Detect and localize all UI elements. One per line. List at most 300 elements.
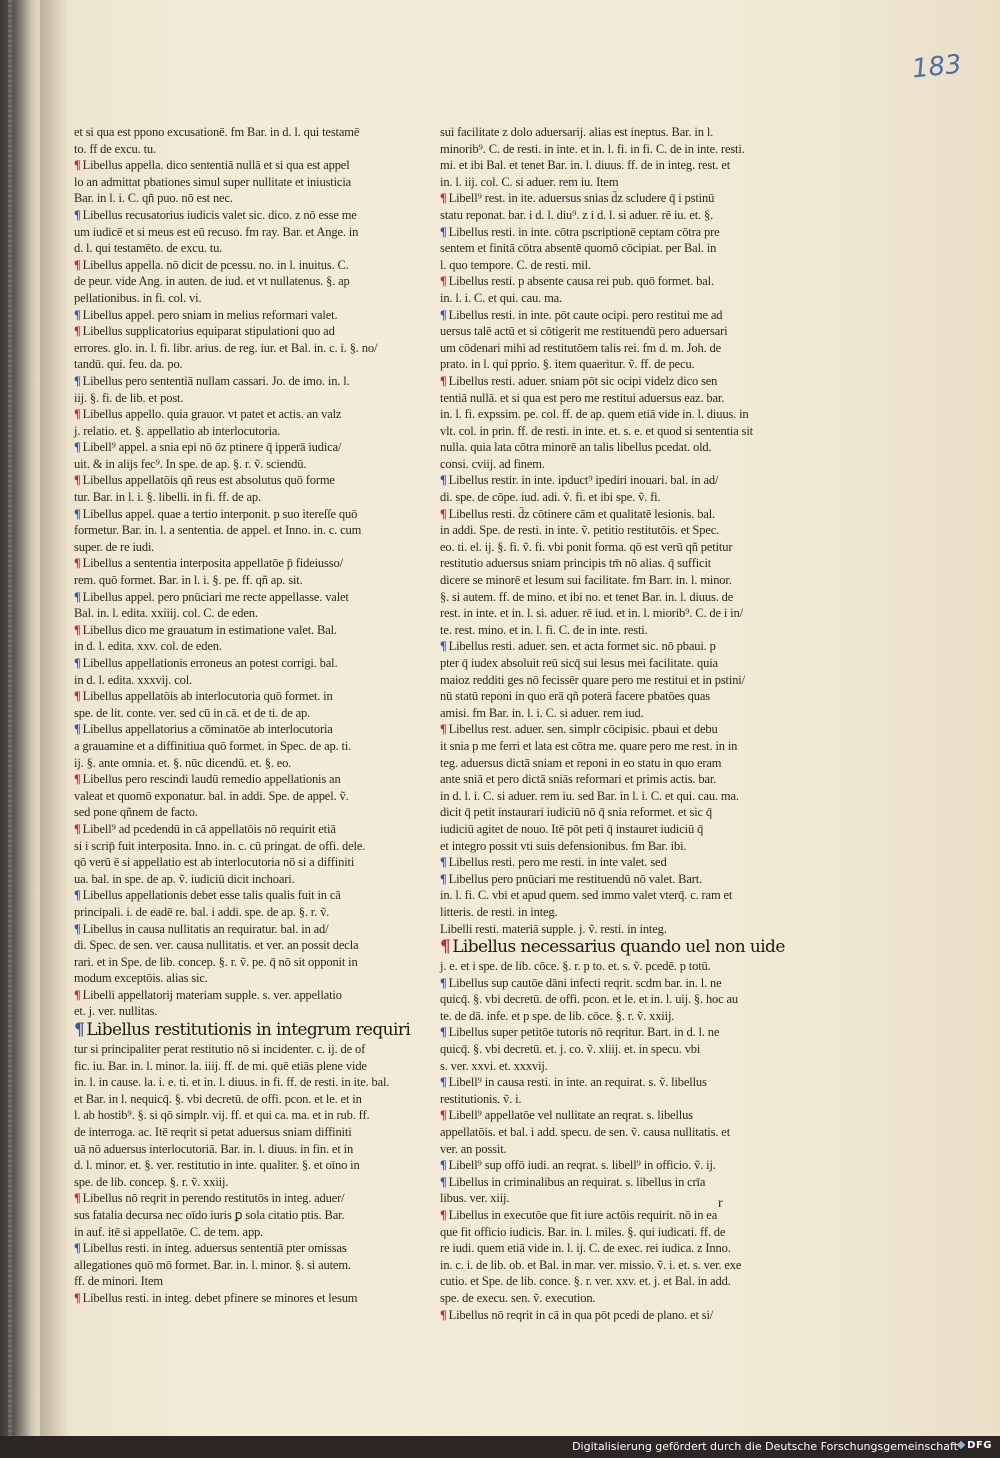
paragraph-mark-icon: ¶ xyxy=(74,722,81,737)
paragraph-mark-icon: ¶ xyxy=(74,1290,81,1305)
line-text: Libell⁹ sup offō iudi. an reqrat. s. libell⁹ in officio. ṽ. ij. xyxy=(448,1158,716,1173)
text-line xyxy=(440,390,746,407)
line-text: tentiā nullā. et si qua est pero me restitui aduersus eaz. bar. xyxy=(440,390,725,405)
paragraph-mark-icon: ¶ xyxy=(74,888,81,903)
text-line xyxy=(440,506,746,523)
text-line xyxy=(440,1141,746,1158)
line-text: in. l. in cause. la. i. e. ti. et in. l. diuus. in fi. ff. de resti. in ite. bal. xyxy=(74,1075,390,1090)
paragraph-mark-icon: ¶ xyxy=(74,1191,81,1206)
text-line xyxy=(74,788,382,805)
line-text: Libell⁹ appellatōe vel nullitate an reqrat. s. libellus xyxy=(448,1108,693,1123)
line-text: Libellus resti. p absente causa rei pub. quō formet. bal. xyxy=(448,274,714,289)
text-line xyxy=(74,705,382,722)
text-line xyxy=(74,307,382,324)
text-line xyxy=(440,1024,746,1041)
book-spine-edge xyxy=(0,0,40,1458)
text-line xyxy=(74,572,382,589)
line-text: et Bar. in l. nequicq̄. §. vbi decretū. de offi. pcon. et le. et in xyxy=(74,1091,362,1106)
text-line xyxy=(440,373,746,390)
paragraph-mark-icon: ¶ xyxy=(74,373,81,388)
text-line xyxy=(440,141,746,158)
line-text: Libellus resti. d̄z cōtinere cām et qualitatē lesionis. bal. xyxy=(448,506,716,521)
paragraph-mark-icon: ¶ xyxy=(74,324,81,339)
line-text: Libellus resti. in integ. debet pfinere se minores et lesum xyxy=(82,1290,358,1305)
line-text: nulla. quia lata cōtra minorē an talis libellus pcedat. old. xyxy=(440,440,712,455)
text-line xyxy=(440,655,746,672)
text-line xyxy=(74,1273,382,1290)
line-text: de interroga. ac. Itē reqrit si petat aduersus sniam diffiniti xyxy=(74,1125,352,1140)
line-text: dicit q̄ petit instaurari iudiciū nō q̄ snia reformet. et sic q̄ xyxy=(440,805,713,820)
text-line xyxy=(440,157,746,174)
line-text: Libelli appellatorij materiam supple. s. ver. appellatio xyxy=(82,987,342,1002)
text-line xyxy=(440,921,746,938)
text-line xyxy=(440,904,746,921)
text-line xyxy=(440,1240,746,1257)
text-line xyxy=(74,257,382,274)
section-heading xyxy=(440,937,785,958)
line-text: ua. bal. in spe. de ap. ṽ. iudiciū dicit inchoari. xyxy=(74,871,295,886)
line-text: Libellus rest. aduer. sen. simplr cōcipisic. pbaui et debu xyxy=(448,722,718,737)
line-text: l. quo tempore. C. de resti. mil. xyxy=(440,257,591,272)
text-line xyxy=(74,1124,382,1141)
line-text: Libellus pero sententiā nullam cassari. Jo. de imo. in. l. xyxy=(82,373,350,388)
line-text: l. ab hostib⁹. §. si qō simplr. vij. ff. et qui ca. ma. et in rub. ff. xyxy=(74,1108,370,1123)
line-text: Bar. in l. i. C. qñ puo. nō est nec. xyxy=(74,191,233,206)
paragraph-mark-icon: ¶ xyxy=(440,224,447,239)
text-line xyxy=(440,1273,746,1290)
line-text: allegationes quō mō formet. Bar. in. l. minor. §. si autem. xyxy=(74,1257,351,1272)
paragraph-mark-icon: ¶ xyxy=(74,506,81,521)
paragraph-mark-icon: ¶ xyxy=(74,407,81,422)
paragraph-mark-icon: ¶ xyxy=(440,722,447,737)
paragraph-mark-icon: ¶ xyxy=(74,987,81,1002)
paragraph-mark-icon: ¶ xyxy=(440,307,447,322)
line-text: vlt. col. in prin. ff. de resti. in inte. et. s. e. et quod si sententia sit xyxy=(440,423,753,438)
line-text: tur si principaliter perat restitutio nō si incidenter. c. ij. de of xyxy=(74,1042,366,1057)
text-line xyxy=(74,340,382,357)
dfg-logo: DFG xyxy=(958,1440,992,1451)
paragraph-mark-icon: ¶ xyxy=(440,1025,447,1040)
line-text: et si qua est ppono excusationē. fm Bar. in d. l. qui testamē xyxy=(74,125,360,139)
line-text: Libellus pero rescindi laudū remedio appellationis an xyxy=(82,772,341,787)
text-line xyxy=(440,1058,746,1075)
line-text: iij. §. fi. de lib. et post. xyxy=(74,390,184,405)
text-line xyxy=(440,738,746,755)
text-line xyxy=(74,854,382,871)
text-line xyxy=(74,240,382,257)
text-line xyxy=(74,406,382,423)
text-line xyxy=(440,1207,746,1224)
line-text: spe. de lib. concep. §. r. ṽ. xxiij. xyxy=(74,1174,229,1189)
paragraph-mark-icon: ¶ xyxy=(74,821,81,836)
line-text: nū statū reponi in quo erā qñ poterā facere pbatōes quas xyxy=(440,689,710,704)
text-line xyxy=(440,854,746,871)
line-text: Libellus a sententia interposita appellatōe p̄ fideiusso/ xyxy=(82,556,343,571)
line-text: in. c. i. de lib. ob. et Bal. in mar. ver. missio. ṽ. i. et. s. ver. exe xyxy=(440,1257,742,1272)
line-text: um iudicē et si meus est eū recuso. fm ray. Bar. et Ange. in xyxy=(74,224,359,239)
line-text: pellationibus. in fi. col. vi. xyxy=(74,290,202,305)
line-text: §. si autem. ff. de mino. et ibi no. et tenet Bar. in. l. diuus. de xyxy=(440,589,734,604)
paragraph-mark-icon: ¶ xyxy=(440,191,447,206)
line-text: Libellus in criminalibus an requirat. s. libellus in crīa xyxy=(448,1174,706,1189)
text-line xyxy=(440,307,746,324)
paragraph-mark-icon: ¶ xyxy=(74,1020,85,1041)
text-line xyxy=(440,174,746,191)
text-line xyxy=(74,970,382,987)
text-line xyxy=(74,622,382,639)
paragraph-mark-icon: ¶ xyxy=(440,1158,447,1173)
text-line xyxy=(74,290,382,307)
text-line xyxy=(74,1207,382,1224)
line-text: sed pone qñnem de facto. xyxy=(74,805,198,820)
text-line xyxy=(74,1074,390,1091)
text-line xyxy=(440,1124,746,1141)
text-line xyxy=(440,1008,746,1025)
text-line xyxy=(74,323,382,340)
text-line xyxy=(440,638,746,655)
text-line xyxy=(74,804,382,821)
text-line xyxy=(440,406,749,423)
line-text: appellatōis. et bal. i add. specu. de sen. ṽ. causa nullitatis. et xyxy=(440,1125,731,1140)
text-line xyxy=(74,190,382,207)
text-line xyxy=(440,240,746,257)
text-line xyxy=(74,688,382,705)
text-line xyxy=(440,1307,746,1324)
line-text: que fit officio iudicis. Bar. in. l. miles. §. qui iudicati. ff. de xyxy=(440,1224,726,1239)
line-text: uit. & in alijs fec⁹. In spe. de ap. §. r. ṽ. sciendū. xyxy=(74,456,307,471)
line-text: a grauamine et a diffinitiua quō formet. in Spec. de ap. ti. xyxy=(74,738,352,753)
text-line xyxy=(74,174,382,191)
line-text: re iudi. quem etiā vide in. l. ij. C. de exec. rei iudica. z Inno. xyxy=(440,1241,731,1256)
line-text: minorib⁹. C. de resti. in inte. et in. l. fi. in fi. C. de in inte. resti. xyxy=(440,141,745,156)
paragraph-mark-icon: ¶ xyxy=(74,207,81,222)
line-text: Libell⁹ appel. a snia epi nō ōz ptinere q̄ ipperā iudica/ xyxy=(82,440,342,455)
text-line xyxy=(74,871,382,888)
line-text: Libellus pero pnūciari me restituendū nō valet. Bart. xyxy=(448,871,703,886)
line-text: in d. l. edita. xxxvij. col. xyxy=(74,672,193,687)
line-text: dicere se minorē et lesum sui facilitate. fm Barr. in. l. minor. xyxy=(440,573,732,588)
text-line xyxy=(440,688,746,705)
footer-credit: Digitalisierung gefördert durch die Deutsche Forschungsgemeinschaft xyxy=(572,1440,958,1453)
line-text: ver. an possit. xyxy=(440,1141,507,1156)
line-text: Libellus restitutionis in integrum requiri xyxy=(86,1020,411,1041)
line-text: in addi. Spe. de resti. in inte. ṽ. petitio restitutōis. et Spec. xyxy=(440,523,720,538)
line-text: pter q̄ iudex absoluit reū sicq̄ sui lesus mei facilitate. quia xyxy=(440,656,718,670)
line-text: ij. §. ante omnia. et. §. nūc dicendū. et. §. eo. xyxy=(74,755,292,770)
paragraph-mark-icon: ¶ xyxy=(74,257,81,272)
text-line xyxy=(440,207,746,224)
text-line xyxy=(440,958,746,975)
text-line xyxy=(74,472,382,489)
text-line xyxy=(440,1290,746,1307)
left-text-column xyxy=(74,124,411,1307)
line-text: Libellus appellatorius a cōminatōe ab interlocutoria xyxy=(82,722,333,737)
text-line xyxy=(74,838,382,855)
text-line xyxy=(440,356,746,373)
line-text: Libellus sup cautōe dāni infecti reqrit. scdm bar. in. l. ne xyxy=(448,975,722,990)
line-text: litteris. de resti. in integ. xyxy=(440,904,558,919)
line-text: tandū. qui. feu. da. po. xyxy=(74,357,183,372)
paragraph-mark-icon: ¶ xyxy=(74,556,81,571)
line-text: in d. l. edita. xxv. col. de eden. xyxy=(74,639,222,654)
text-line xyxy=(74,1091,382,1108)
text-line xyxy=(440,838,746,855)
text-line xyxy=(440,887,746,904)
text-line xyxy=(74,1190,382,1207)
text-line xyxy=(74,1003,382,1020)
text-line xyxy=(440,340,746,357)
paragraph-mark-icon: ¶ xyxy=(440,1174,447,1189)
line-text: in auf. itē si appellatōe. C. de tem. app. xyxy=(74,1224,264,1239)
paragraph-mark-icon: ¶ xyxy=(440,1108,447,1123)
section-heading xyxy=(74,1020,411,1041)
paragraph-mark-icon: ¶ xyxy=(440,473,447,488)
text-line xyxy=(74,356,382,373)
line-text: sentem et finitā cōtra absentē quomō cōcipiat. per Bal. in xyxy=(440,241,717,256)
text-line xyxy=(74,273,382,290)
text-line xyxy=(440,622,746,639)
text-line xyxy=(74,390,382,407)
text-line xyxy=(74,954,382,971)
text-line xyxy=(74,771,382,788)
paragraph-mark-icon: ¶ xyxy=(74,440,81,455)
text-line xyxy=(74,157,382,174)
text-line xyxy=(440,423,753,440)
line-text: et integro possit vti suis defensionibus. fm Bar. ibi. xyxy=(440,838,687,853)
line-text: Libellus restir. in inte. ipduct⁹ ipediri inouari. bal. in ad/ xyxy=(448,473,719,488)
text-line xyxy=(74,887,382,904)
line-text: quicq̄. §. vbi decretū. et. j. co. ṽ. xliij. et. in specu. vbi xyxy=(440,1042,701,1057)
paragraph-mark-icon: ¶ xyxy=(74,656,81,670)
text-line xyxy=(74,506,382,523)
text-line xyxy=(74,987,382,1004)
line-text: consi. cviij. ad finem. xyxy=(440,456,545,471)
text-line xyxy=(440,1107,746,1124)
line-text: et. j. ver. nullitas. xyxy=(74,1004,158,1019)
text-line xyxy=(74,937,382,954)
line-text: tur. Bar. in l. i. §. libelli. in fi. ff. de ap. xyxy=(74,490,261,505)
line-text: Libellus nō reqrit in perendo restitutōs in integ. aduer/ xyxy=(82,1191,345,1206)
text-line xyxy=(74,224,382,241)
right-text-column xyxy=(440,124,785,1323)
line-text: di. Spec. de sen. ver. causa nullitatis. et ver. an possit decla xyxy=(74,938,359,953)
line-text: rem. quō formet. Bar. in l. i. §. pe. ff. qñ ap. sit. xyxy=(74,573,303,588)
line-text: restitutionis. ṽ. i. xyxy=(440,1091,522,1106)
text-line xyxy=(440,1257,746,1274)
line-text: sus fatalia decursa nec oīdo iuris ꝑ sola citatio ptis. Bar. xyxy=(74,1208,345,1222)
page-gutter-shadow xyxy=(40,0,68,1458)
text-line xyxy=(74,1041,382,1058)
text-line xyxy=(440,1190,746,1207)
text-line xyxy=(440,605,746,622)
line-text: qō verū ē si appellatio est ab interlocutoria nō si a diffiniti xyxy=(74,855,355,870)
line-text: in. l. i. C. et qui. cau. ma. xyxy=(440,290,563,305)
paragraph-mark-icon: ¶ xyxy=(74,921,81,936)
line-text: Libelli resti. materiā supple. j. ṽ. resti. in integ. xyxy=(440,921,667,936)
text-line xyxy=(74,1257,382,1274)
line-text: it snia p me ferri et lata est cōtra me. quare pero me rest. in in xyxy=(440,738,738,753)
text-line xyxy=(74,124,382,141)
text-line xyxy=(74,1107,382,1124)
paragraph-mark-icon: ¶ xyxy=(440,1307,447,1322)
paragraph-mark-icon: ¶ xyxy=(74,622,81,637)
line-text: Libellus appel. quae a tertio interponit. p suo itereſſe quō xyxy=(82,506,358,521)
line-text: errores. glo. in. l. fi. libr. arius. de reg. iur. et Bal. in. c. i. §. no/ xyxy=(74,340,378,355)
line-text: Libellus appellatōis qñ reus est absolutus quō forme xyxy=(82,473,335,488)
text-line xyxy=(440,991,746,1008)
text-line xyxy=(440,821,746,838)
text-line xyxy=(74,207,382,224)
text-line xyxy=(440,290,746,307)
line-text: to. ff de excu. tu. xyxy=(74,141,156,156)
text-line xyxy=(74,1157,382,1174)
line-text: Libellus resti. in inte. cōtra pscriptionē ceptam cōtra pre xyxy=(448,224,720,239)
text-line xyxy=(74,522,382,539)
line-text: in. l. fi. expssim. pe. col. ff. de ap. quem etiā vide in. l. diuus. in xyxy=(440,407,749,422)
paragraph-mark-icon: ¶ xyxy=(440,274,447,289)
line-text: spe. de lit. conte. ver. sed cū in cā. et de ti. de ap. xyxy=(74,705,311,720)
line-text: Libell⁹ ad pcedendū in cā appellatōis nō requirit etiā xyxy=(82,821,336,836)
line-text: Libellus resti. aduer. sniam pōt sic ocipi videlz dico sen xyxy=(448,373,718,388)
line-text: iudiciū agitet de nouo. Itē pōt peti q̄ instauret iudiciū q̄ xyxy=(440,821,704,836)
line-text: amisi. fm Bar. in. l. i. C. si aduer. rem iud. xyxy=(440,705,644,720)
text-line xyxy=(74,1174,382,1191)
paragraph-mark-icon: ¶ xyxy=(74,307,81,322)
text-line xyxy=(440,1224,746,1241)
paragraph-mark-icon: ¶ xyxy=(440,506,447,521)
line-text: uersus talē actū et si cōtigerit me restituendū pero aduersari xyxy=(440,324,728,339)
text-line xyxy=(440,224,746,241)
line-text: valeat et quomō exponatur. bal. in addi. Spe. de appel. ṽ. xyxy=(74,788,349,803)
line-text: maioz redditi ges nō fecissēr quare pero me restitui et in pstini/ xyxy=(440,672,745,687)
line-text: Libellus in executōe que fit iure actōis requirit. nō in ea xyxy=(448,1208,718,1222)
text-line xyxy=(440,1074,746,1091)
line-text: in. l. iij. col. C. si aduer. rem iu. Item xyxy=(440,174,619,189)
text-line xyxy=(74,373,382,390)
line-text: te. de dā. infe. et p spe. de lib. cōce. §. r. ṽ. xxiij. xyxy=(440,1008,675,1023)
line-text: Libellus resti. in integ. aduersus sententiā pter omissas xyxy=(82,1241,347,1256)
line-text: Libell⁹ rest. in ite. aduersus snias d̄z scludere q̄ i pstinū xyxy=(448,191,715,206)
paragraph-mark-icon: ¶ xyxy=(440,855,447,870)
paragraph-mark-icon: ¶ xyxy=(440,937,451,958)
text-line xyxy=(74,655,382,672)
text-line xyxy=(74,721,382,738)
text-line xyxy=(440,555,746,572)
text-line xyxy=(440,456,746,473)
line-text: Libellus in causa nullitatis an requiratur. bal. in ad/ xyxy=(82,921,329,936)
text-line xyxy=(74,672,382,689)
text-line xyxy=(74,821,382,838)
paragraph-mark-icon: ¶ xyxy=(74,772,81,787)
text-line xyxy=(440,1091,746,1108)
text-line xyxy=(440,672,746,689)
text-line xyxy=(74,921,382,938)
line-text: Libellus necessarius quando uel non uide xyxy=(452,937,785,958)
line-text: mi. et ibi Bal. et tenet Bar. in. l. diuus. ff. de in integ. rest. et xyxy=(440,158,731,173)
line-text: principali. i. de eadē re. bal. i addi. spe. de ap. §. r. ṽ. xyxy=(74,904,330,919)
line-text: s. ver. xxvi. et. xxxvij. xyxy=(440,1058,548,1073)
line-text: si i scrip̄ fuit interposita. Inno. in. c. cū pringat. de offi. dele. xyxy=(74,838,366,853)
line-text: j. relatio. et. §. appellatio ab interlocutoria. xyxy=(74,423,281,438)
paragraph-mark-icon: ¶ xyxy=(440,975,447,990)
line-text: super. de re iudi. xyxy=(74,539,155,554)
text-line xyxy=(74,1058,382,1075)
text-line xyxy=(440,589,746,606)
text-line xyxy=(440,1174,746,1191)
text-line xyxy=(74,904,382,921)
line-text: statu reponat. bar. i d. l. diu⁹. z i d. l. si aduer. rē iu. et. §. xyxy=(440,207,714,222)
line-text: in. l. fi. C. vbi et apud quem. sed immo valet vterq̄. c. ram et xyxy=(440,888,733,903)
line-text: um cōdenari mihi ad restitutōem talis rei. fm d. m. Joh. de xyxy=(440,340,722,355)
line-text: spe. de execu. sen. ṽ. execution. xyxy=(440,1290,596,1305)
text-line xyxy=(440,771,746,788)
line-text: d. l. minor. et. §. ver. restitutio in inte. qualiter. §. et oīno in xyxy=(74,1158,360,1173)
paragraph-mark-icon: ¶ xyxy=(440,1208,447,1222)
paragraph-mark-icon: ¶ xyxy=(74,1241,81,1256)
text-line xyxy=(440,572,746,589)
line-text: libus. ver. xiij. xyxy=(440,1191,510,1206)
line-text: Libell⁹ in causa resti. in inte. an requirat. s. ṽ. libellus xyxy=(448,1075,707,1090)
signature-mark: r xyxy=(718,1196,723,1211)
paragraph-mark-icon: ¶ xyxy=(74,689,81,704)
text-line xyxy=(74,638,382,655)
text-line xyxy=(74,1224,382,1241)
line-text: rest. in inte. et in. l. si. aduer. rē iud. et in. l. miorib⁹. C. de i in/ xyxy=(440,606,743,621)
line-text: ff. de minori. Item xyxy=(74,1274,163,1289)
line-text: Libellus supplicatorius equiparat stipulationi quo ad xyxy=(82,324,335,339)
line-text: j. e. et i spe. de lib. cōce. §. r. p to. et. s. ṽ. pcedē. p totū. xyxy=(440,959,711,974)
paragraph-mark-icon: ¶ xyxy=(440,639,447,654)
text-line xyxy=(440,489,746,506)
text-line xyxy=(440,439,746,456)
text-line xyxy=(74,456,382,473)
text-line xyxy=(440,871,746,888)
line-text: Libellus appel. pero sniam in melius reformari valet. xyxy=(82,307,338,322)
line-text: eo. ti. el. ij. §. fi. ṽ. fi. vbi ponit forma. qō est verū qñ petitur xyxy=(440,539,733,554)
line-text: d. l. qui testamēto. de excu. tu. xyxy=(74,241,223,256)
line-text: modum exceptōis. alias sic. xyxy=(74,971,208,986)
text-line xyxy=(440,1041,746,1058)
line-text: ante sniā et pero dictā sniās reformari et primis actis. bar. xyxy=(440,772,717,787)
text-line xyxy=(440,539,746,556)
text-line xyxy=(440,721,746,738)
text-line xyxy=(440,788,746,805)
line-text: Libellus resti. aduer. sen. et acta formet sic. nō pbaui. p xyxy=(448,639,716,654)
text-line xyxy=(440,1157,746,1174)
line-text: quicq̄. §. vbi decretū. de offi. pcon. et le. et in. l. uij. §. hoc au xyxy=(440,992,739,1007)
text-line xyxy=(440,323,746,340)
text-line xyxy=(74,1290,382,1307)
text-line xyxy=(440,190,746,207)
line-text: Libellus appella. dico sententiā nullā et si qua est appel xyxy=(82,158,350,173)
line-text: Bal. in. l. edita. xxiiij. col. C. de eden. xyxy=(74,606,258,621)
text-line xyxy=(74,423,382,440)
text-line xyxy=(74,738,382,755)
line-text: Libellus appellatōis ab interlocutoria quō formet. in xyxy=(82,689,333,704)
folio-number: 183 xyxy=(910,49,964,85)
line-text: Libellus appel. pero pnūciari me recte appellasse. valet xyxy=(82,589,349,604)
line-text: di. spe. de cōpe. iud. adi. ṽ. fi. et ibi spe. ṽ. fi. xyxy=(440,490,661,505)
text-line xyxy=(440,975,746,992)
text-line xyxy=(74,439,382,456)
paragraph-mark-icon: ¶ xyxy=(74,158,81,173)
line-text: Libellus appellationis erroneus an potest corrigi. bal. xyxy=(82,656,338,670)
paragraph-mark-icon: ¶ xyxy=(440,373,447,388)
line-text: Libellus super petitōe tutoris nō reqritur. Bart. in d. l. ne xyxy=(448,1025,720,1040)
line-text: Libellus nō reqrit in cā in qua pōt pcedi de plano. et si/ xyxy=(448,1307,714,1322)
paragraph-mark-icon: ¶ xyxy=(74,473,81,488)
text-line xyxy=(74,141,382,158)
